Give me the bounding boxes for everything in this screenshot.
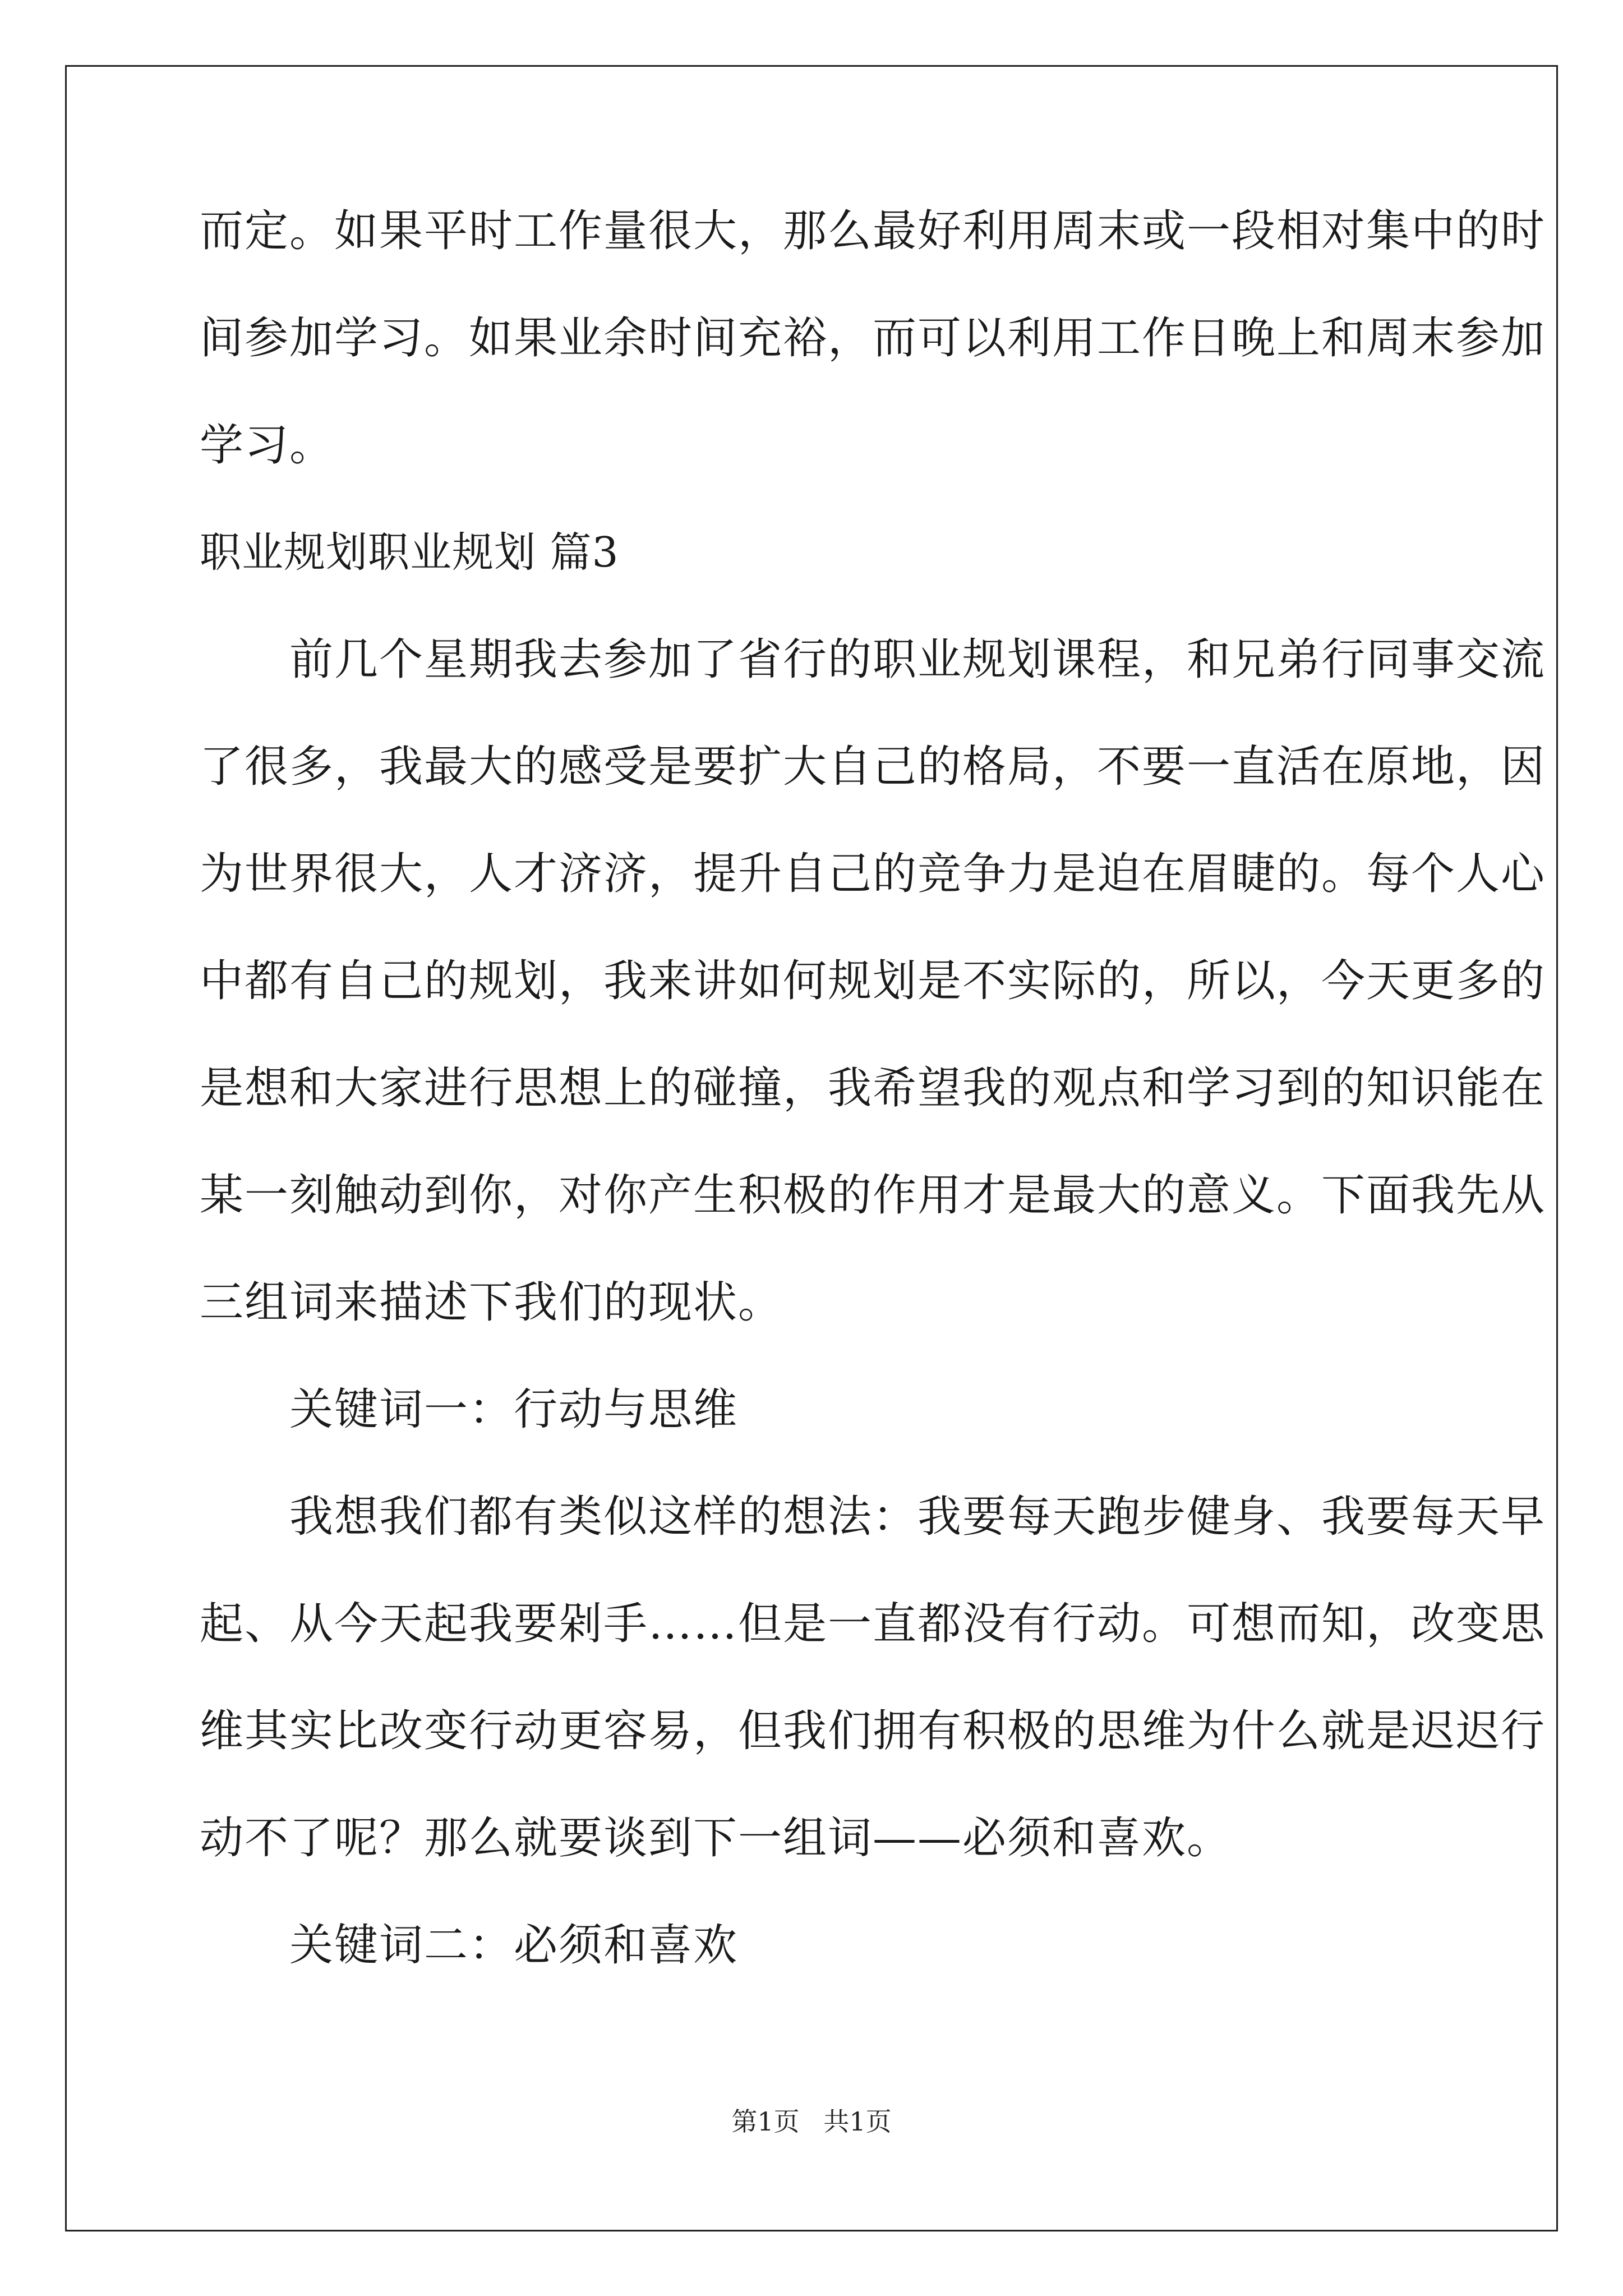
- section-heading: 职业规划职业规划 篇3: [200, 528, 619, 577]
- text-line-2: 间参加学习。如果业余时间充裕，而可以利用工作日晚上和周末参加: [200, 313, 1546, 364]
- document-body: [200, 202, 1546, 2023]
- page-number: 第1页: [731, 2106, 800, 2137]
- text-line-3: 学习。: [200, 420, 335, 471]
- text-line-1: 而定。如果平时工作量很大，那么最好利用周末或一段相对集中的时: [200, 206, 1546, 256]
- page-total: 共1页: [823, 2106, 892, 2137]
- text-line-7: 为世界很大，人才济济，提升自己的竞争力是迫在眉睫的。每个人心: [200, 849, 1546, 899]
- keyword-heading-1: 关键词一：行动与思维: [289, 1384, 739, 1435]
- text-line-6: 了很多，我最大的感受是要扩大自己的格局，不要一直活在原地，因: [200, 742, 1546, 792]
- text-line-5: 前几个星期我去参加了省行的职业规划课程，和兄弟行同事交流: [289, 634, 1546, 685]
- text-line-13: 我想我们都有类似这样的想法：我要每天跑步健身、我要每天早: [289, 1492, 1546, 1542]
- keyword-heading-2: 关键词二：必须和喜欢: [289, 1920, 739, 1971]
- text-line-11: 三组词来描述下我们的现状。: [200, 1277, 783, 1328]
- text-line-14: 起、从今天起我要剁手……但是一直都没有行动。可想而知，改变思: [200, 1599, 1546, 1649]
- text-line-15: 维其实比改变行动更容易，但我们拥有积极的思维为什么就是迟迟行: [200, 1706, 1546, 1756]
- text-line-10: 某一刻触动到你，对你产生积极的作用才是最大的意义。下面我先从: [200, 1170, 1546, 1221]
- text-line-9: 是想和大家进行思想上的碰撞，我希望我的观点和学习到的知识能在: [200, 1063, 1546, 1114]
- text-line-16: 动不了呢？那么就要谈到下一组词——必须和喜欢。: [200, 1813, 1232, 1864]
- text-line-8: 中都有自己的规划，我来讲如何规划是不实际的，所以，今天更多的: [200, 956, 1546, 1006]
- page-footer: [0, 2105, 1623, 2138]
